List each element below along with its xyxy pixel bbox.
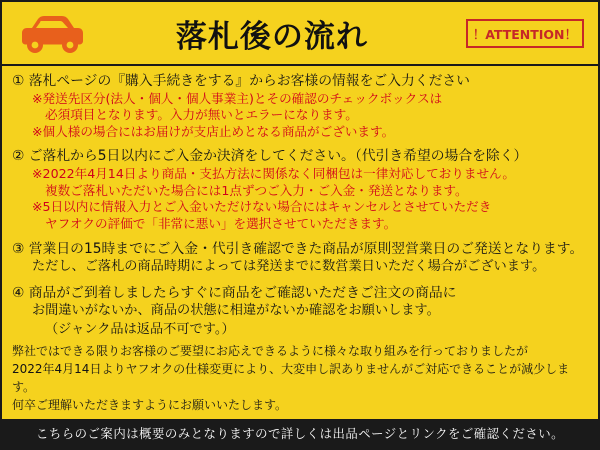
item-note: 必須項目となります。入力が無いとエラーになります。: [45, 107, 358, 123]
header: [2, 2, 598, 64]
footer: [2, 342, 598, 448]
footer-notes: [2, 342, 598, 414]
item-note: （ジャンク品は返品不可です。）: [45, 321, 235, 337]
item-note: 複数ご落札いただいた場合には1点ずつご入力・ご入金・発送となります。: [45, 182, 468, 198]
footer-note-line: 2022年4月14日よりヤフオクの仕様変更により、大変申し訳ありませんがご対応できることが減少します。: [12, 362, 570, 394]
page-title: 落札後の流れ: [175, 18, 368, 55]
item-lead: ③ 営業日の15時までにご入金・代引き確認できた商品が原則翌営業日のご発送となります。: [12, 240, 584, 257]
item-lead: ④ 商品がご到着しましたらすぐに商品をご確認いただきご注文の商品に: [12, 284, 457, 301]
attention-badge: ！ATTENTION！: [466, 19, 584, 48]
item-note: ただし、ご落札の商品時期によっては発送までに数営業日いただく場合がございます。: [32, 259, 546, 275]
list-item: [12, 147, 588, 232]
car-icon: [14, 11, 88, 57]
item-note: ※個人様の場合にはお届けが支店止めとなる商品がございます。: [32, 123, 395, 139]
item-note: お間違いがないか、商品の状態に相違がないか確認をお願いします。: [32, 303, 440, 319]
list-item: [12, 240, 588, 277]
item-note: ヤフオクの評価で「非常に悪い」を選択させていただきます。: [45, 215, 397, 231]
item-lead: ② ご落札から5日以内にご入金か決済をしてください。（代引き希望の場合を除く）: [12, 148, 528, 165]
item-note: ※5日以内に情報入力とご入金いただけない場合にはキャンセルとさせていただき: [32, 199, 492, 215]
item-note: ※2022年4月14日より商品・支払方法に関係なく同梱包は一律対応しておりません。: [32, 166, 515, 182]
footer-note-line: 何卒ご理解いただきますようにお願いいたします。: [12, 398, 288, 412]
footer-bar: こちらのご案内は概要のみとなりますので詳しくは出品ページとリンクをご確認ください。: [2, 419, 598, 448]
footer-note-line: 弊社ではできる限りお客様のご要望にお応えできるように様々な取り組みを行っておりましたが: [12, 344, 529, 358]
list-item: [12, 72, 588, 140]
list-item: [12, 284, 588, 340]
item-lead: ① 落札ページの『購入手続きをする』からお客様の情報をご入力ください: [12, 73, 470, 89]
instruction-list: [2, 66, 598, 339]
item-note: ※発送先区分(法人・個人・個人事業主)とその確認のチェックボックスは: [32, 90, 443, 106]
